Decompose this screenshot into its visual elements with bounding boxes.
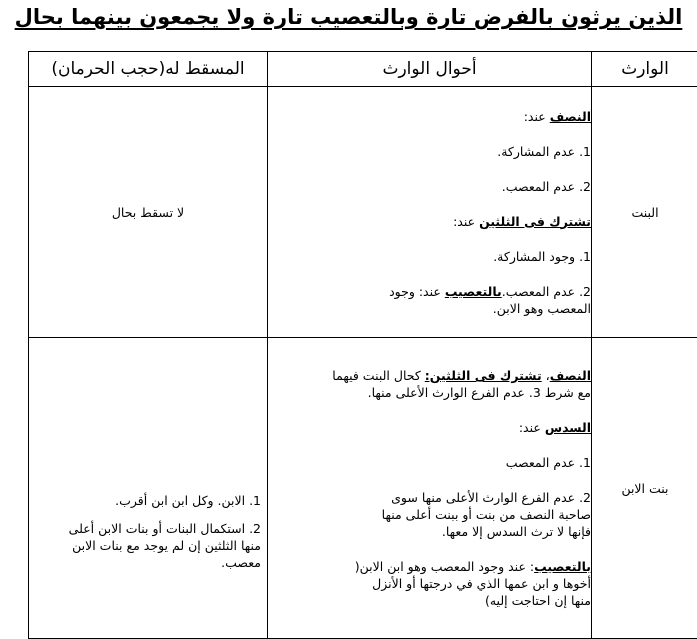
table-row [29, 338, 697, 639]
table-row [29, 87, 697, 338]
thirds-line [268, 213, 591, 230]
condition-item: 1. عدم المعصب [268, 454, 591, 471]
blocked-by-cell [29, 338, 268, 639]
half-line [268, 108, 591, 125]
item2-prefix: 2. عدم المعصب. [502, 284, 591, 299]
conditions-cell [268, 338, 592, 639]
blocked-item: 1. الابن. وكل ابن ابن أقرب. [35, 492, 261, 509]
inheritance-table [28, 51, 697, 639]
condition-item: 2. عدم الفرع الوارث الأعلى منها سوى [268, 489, 591, 506]
half-label: النصف [550, 109, 591, 124]
thirds-when: عند: [453, 214, 479, 229]
heir-cell: بنت الابن [592, 338, 697, 639]
asaba-label: بالتعصيب [445, 284, 502, 299]
blocked-by-cell: لا تسقط بحال [29, 87, 268, 338]
half-thirds-rest-a: كحال البنت فيهما [332, 368, 424, 383]
half-thirds-line: النصف، تشترك فى الثلثين: كحال البنت فيهما [268, 367, 591, 384]
conditions-cell [268, 87, 592, 338]
condition-item: 1. وجود المشاركة. [268, 248, 591, 265]
blocked-by-list [29, 492, 267, 571]
header-blocked-by: المسقط له(حجب الحرمان) [29, 52, 268, 87]
blocked-item-cont: معصب. [35, 554, 261, 571]
asaba-c: منها إن احتاجت إليه) [268, 592, 591, 609]
blocked-item-cont: منها الثلثين إن لم يوجد مع بنات الابن [35, 537, 261, 554]
asaba-label: بالتعصيب [534, 559, 591, 574]
asaba-b: أخوها و ابن عمها الذي في درجتها أو الأنزل [268, 575, 591, 592]
thirds-label: تشترك فى الثلثين [479, 214, 591, 229]
condition-item-cont: صاحبة النصف من بنت أو ببنت أعلى منها [268, 506, 591, 523]
table-header-row [29, 52, 697, 87]
half-when: عند: [524, 109, 550, 124]
condition-item: 1. عدم المشاركة. [268, 143, 591, 160]
asaba-text-b: المعصب وهو الابن. [268, 300, 591, 317]
asaba-a: : عند وجود المعصب وهو ابن الابن( [355, 559, 534, 574]
condition-item: 2. عدم المعصب. [268, 178, 591, 195]
heir-cell: البنت [592, 87, 697, 338]
condition-item-cont: فإنها لا ترث السدس إلا معها. [268, 523, 591, 540]
half-label: النصف [550, 368, 591, 383]
sixth-line [268, 419, 591, 436]
half-thirds-rest-b: مع شرط 3. عدم الفرع الوارث الأعلى منها. [268, 384, 591, 401]
header-conditions: أحوال الوارث [268, 52, 592, 87]
page-title: الذين يرثون بالفرض تارة وبالتعصيب تارة ولا يجمعون بينهما بحال [0, 2, 697, 32]
sixth-label: السدس [545, 420, 591, 435]
asaba-text-a: عند: وجود [389, 284, 445, 299]
condition-item-asaba [268, 283, 591, 300]
thirds-label: تشترك فى الثلثين: [425, 368, 542, 383]
blocked-item: 2. استكمال البنات أو بنات الابن أعلى [35, 520, 261, 537]
asaba-line [268, 558, 591, 575]
sixth-when: عند: [519, 420, 545, 435]
header-heir: الوارث [592, 52, 697, 87]
